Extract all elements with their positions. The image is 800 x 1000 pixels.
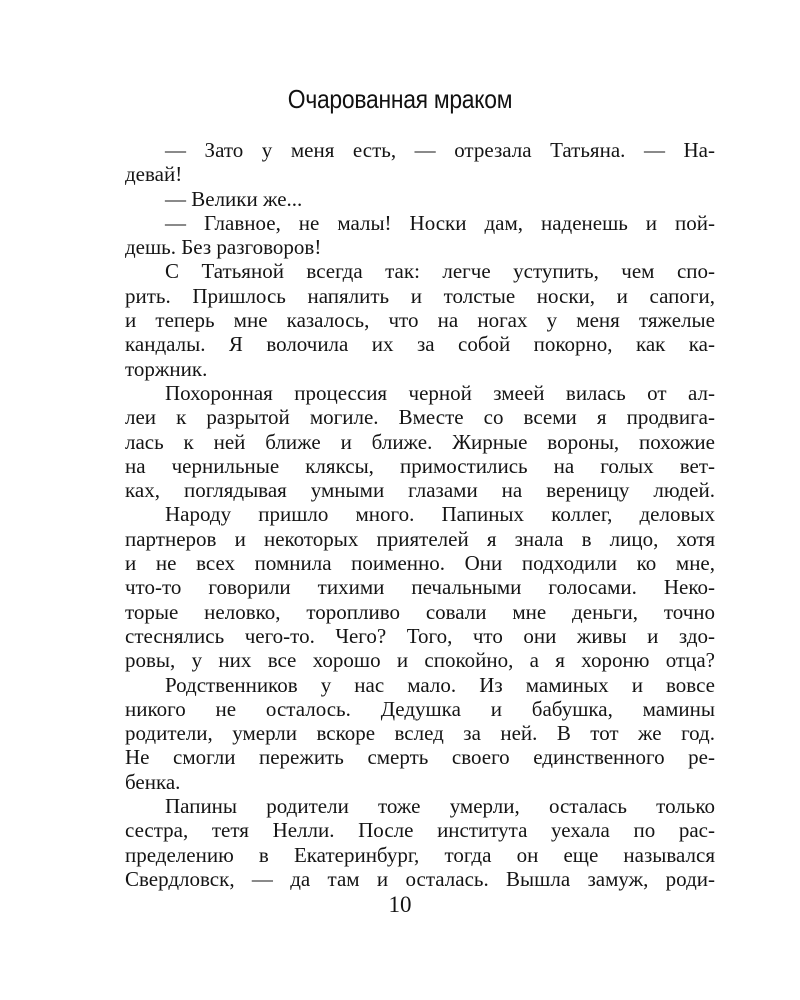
text-line: бенка. <box>125 769 181 794</box>
text-line: пределению в Екатеринбург, тогда он еще назывался <box>125 842 715 867</box>
page-number: 10 <box>388 892 412 917</box>
text-line: леи к разрытой могиле. Вместе со всеми я продвига- <box>125 405 715 430</box>
text-line: Папины родители тоже умерли, осталась только <box>165 794 715 819</box>
text-line: — Главное, не малы! Носки дам, наденешь и пой- <box>165 210 715 235</box>
text-line: дешь. Без разговоров! <box>125 235 322 260</box>
text-line: родители, умерли вскоре вслед за ней. В тот же год. <box>125 721 715 746</box>
text-line: Родственников у нас мало. Из маминых и вовсе <box>165 672 715 697</box>
text-line: — Зато у меня есть, — отрезала Татьяна. — На- <box>165 138 715 162</box>
text-line: партнеров и некоторых приятелей я знала в лицо, хотя <box>125 526 715 551</box>
text-line: Похоронная процессия черной змеей вилась от ал- <box>165 380 715 405</box>
text-line: ровы, у них все хорошо и спокойно, а я хороню отца? <box>125 648 715 673</box>
text-line: торжник. <box>125 356 208 381</box>
running-head-title: Очарованная мраком <box>287 84 513 114</box>
text-line: ках, поглядывая умными глазами на вереницу людей. <box>125 478 715 503</box>
text-line: никого не осталось. Дедушка и бабушка, мамины <box>125 696 715 721</box>
text-line: Народу пришло много. Папиных коллег, деловых <box>165 502 715 527</box>
text-line: лась к ней ближе и ближе. Жирные вороны, похожие <box>125 429 715 454</box>
text-line: рить. Пришлось напялить и толстые носки, и сапоги, <box>125 283 715 308</box>
text-line: на чернильные кляксы, примостились на голых вет- <box>125 453 715 478</box>
text-line: С Татьяной всегда так: легче уступить, чем спо- <box>165 259 715 284</box>
text-line: Не смогли пережить смерть своего единственного ре- <box>125 745 715 770</box>
text-line: Свердловск, — да там и осталась. Вышла замуж, роди- <box>125 866 715 891</box>
text-line: и теперь мне казалось, что на ногах у меня тяжелые <box>125 308 715 333</box>
text-line: стеснялись чего-то. Чего? Того, что они живы и здо- <box>125 623 715 648</box>
text-line: торые неловко, торопливо совали мне деньги, точно <box>125 599 715 624</box>
text-line: кандалы. Я волочила их за собой покорно, как ка- <box>125 332 715 357</box>
text-line: сестра, тетя Нелли. После института уехала по рас- <box>125 818 715 843</box>
text-line: и не всех помнила поименно. Они подходили ко мне, <box>125 551 715 576</box>
text-line: что-то говорили тихими печальными голосами. Неко- <box>125 575 715 600</box>
text-line: девай! <box>125 162 183 187</box>
body-text <box>125 138 715 891</box>
text-line: — Велики же... <box>165 186 303 211</box>
